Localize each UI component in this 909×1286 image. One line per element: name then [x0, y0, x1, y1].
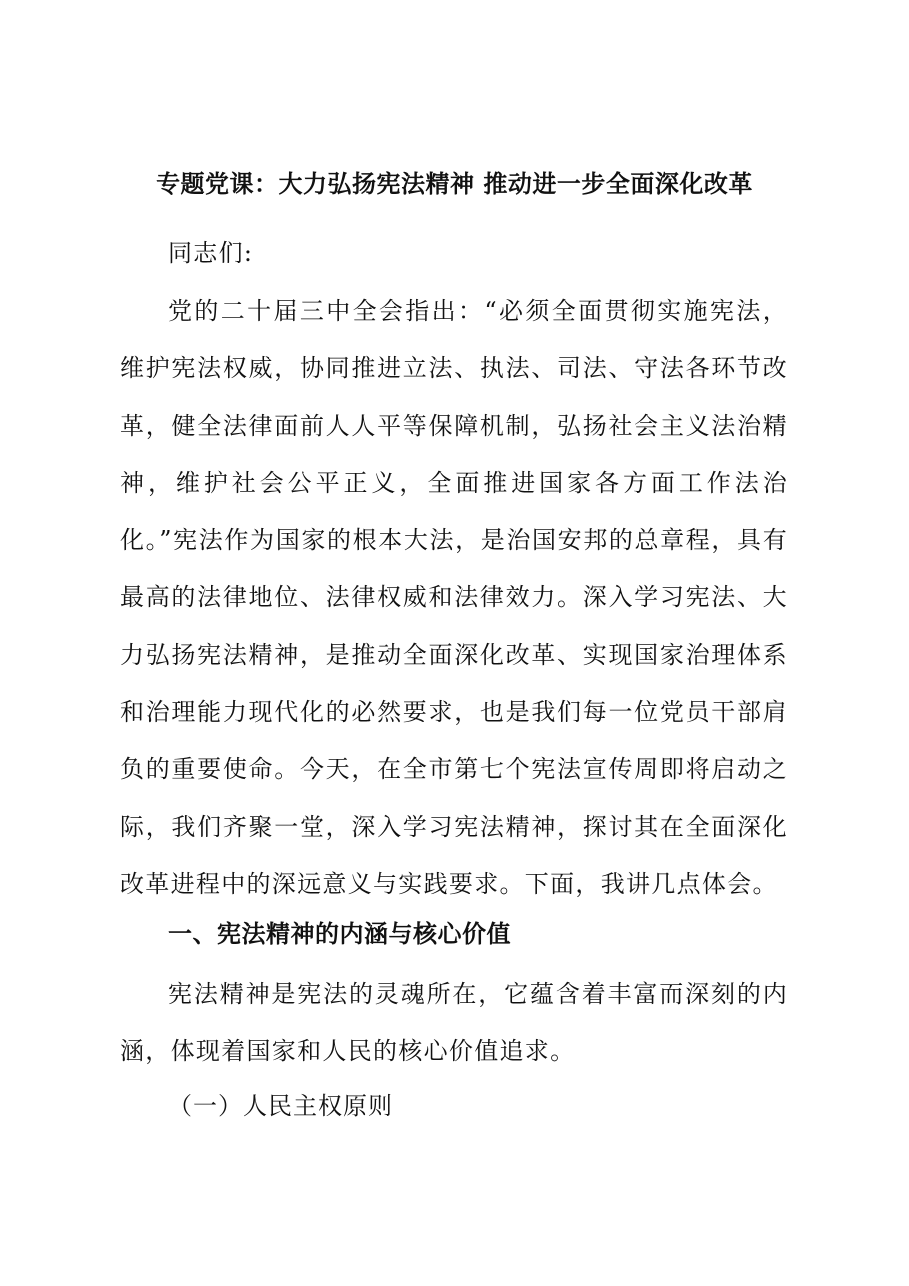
intro-paragraph: 党的二十届三中全会指出：“必须全面贯彻实施宪法，维护宪法权威，协同推进立法、执法、司法、守法各环节改革，健全法律面前人人平等保障机制，弘扬社会主义法治精神，维护社会公平正义，全面推进国家各方面工作法治化。”宪法作为国家的根本大法，是治国安邦的总章程，具有最高的法律地位、法律权威和法律效力。深入学习宪法、大力弘扬宪法精神，是推动全面深化改革、实现国家治理体系和治理能力现代化的必然要求，也是我们每一位党员干部肩负的重要使命。今天，在全市第七个宪法宣传周即将启动之际，我们齐聚一堂，深入学习宪法精神，探讨其在全面深化改革进程中的深远意义与实践要求。下面，我讲几点体会。: [120, 297, 788, 898]
document-title: 专题党课：大力弘扬宪法精神 推动进一步全面深化改革: [156, 170, 753, 198]
section-heading: 一、宪法精神的内涵与核心价值: [168, 920, 511, 948]
greeting: 同志们:: [168, 239, 254, 267]
section-paragraph: 宪法精神是宪法的灵魂所在，它蕴含着丰富而深刻的内涵，体现着国家和人民的核心价值追求。: [120, 980, 788, 1066]
subsection-heading: （一）人民主权原则: [168, 1092, 393, 1120]
